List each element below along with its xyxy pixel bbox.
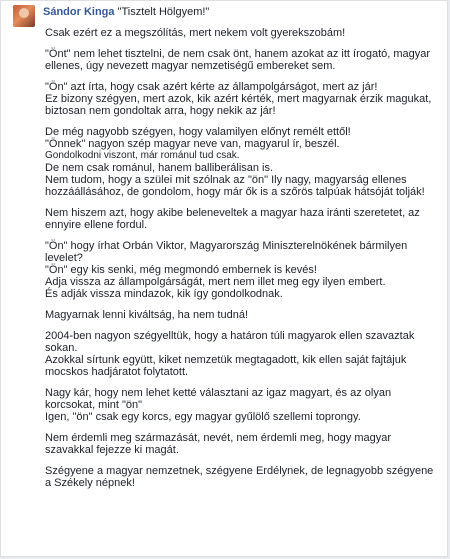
post-paragraph <box>45 309 437 321</box>
post-text-line: Igen, "ön" csak egy korcs, egy magyar gyűlölő szellemi toprongy. <box>45 411 361 423</box>
post-text-line: hozzáállásához, de gondolom, hogy már ők is a szőrös talpúak hátsóját tolják! <box>45 186 425 198</box>
author-name-link[interactable]: Sándor Kinga <box>43 6 115 18</box>
post-text-line: Nem tudom, hogy a szülei mit szólnak az "ön" Ily nagy, magyarság ellenes <box>45 174 407 186</box>
post-text-line: "Önnek" nagyon szép magyar neve van, magyarul ír, beszél. <box>45 138 340 150</box>
post-text-line: sokan. <box>45 342 78 354</box>
post-paragraph <box>45 126 437 198</box>
post-text-line: De nem csak románul, hanem balliberálisan is. <box>45 162 274 174</box>
post-text-line: 2004-ben nagyon szégyelltük, hogy a határon túli magyarok ellen szavaztak <box>45 330 415 342</box>
post-text-line: "Ön" azt írta, hogy csak azért kérte az állampolgárságot, mert az jár! <box>45 81 378 93</box>
post-text-line: Nem érdemli meg származását, nevét, nem érdemli meg, hogy magyar <box>45 432 392 444</box>
post-text-line: Csak ezért ez a megszólítás, mert nekem volt gyerekszobám! <box>45 27 346 39</box>
post-text-line: Adja vissza az állampolgárságát, mert nem illet meg egy ilyen embert. <box>45 276 386 288</box>
post-text-line: Nagy kár, hogy nem lehet ketté választani az igaz magyart, és az olyan <box>45 387 392 399</box>
post-text-line: Ez bizony szégyen, mert azok, kik azért kérték, mert magyarnak érzik magukat, <box>45 93 432 105</box>
post-text-line: a Székely népnek! <box>45 477 135 489</box>
post-text-line: Szégyene a magyar nemzetnek, szégyene Erdélynek, de legnagyobb szégyene <box>45 465 434 477</box>
author-line <box>43 5 209 19</box>
author-avatar[interactable] <box>13 5 35 27</box>
post-paragraph <box>45 465 437 489</box>
post-paragraph <box>45 27 437 39</box>
post-text-line: De még nagyobb szégyen, hogy valamilyen előnyt remélt ettől! <box>45 126 351 138</box>
post-text-line: korcsokat, mint "ön" <box>45 399 143 411</box>
post-text-line: "Ön" egy kis senki, még megmondó embernek is kevés! <box>45 264 317 276</box>
post-paragraph <box>45 240 437 300</box>
post-paragraph <box>45 387 437 423</box>
post-text-line: Gondolkodni viszont, már románul tud csak. <box>45 150 240 161</box>
post-text-line: "Önt" nem lehet tisztelni, de nem csak önt, hanem azokat az itt írogató, magyar <box>45 48 431 60</box>
post-header <box>13 5 209 29</box>
post-paragraph <box>45 48 437 72</box>
post-text-line: szavakkal fejezze ki magát. <box>45 444 179 456</box>
post-paragraph <box>45 81 437 117</box>
post-paragraph <box>45 330 437 378</box>
post-text-line: ennyire ellene fordul. <box>45 219 148 231</box>
post-text-line: mocskos hadjáratot folytatott. <box>45 366 189 378</box>
post-text-line: És adják vissza mindazok, kik így gondolkodnak. <box>45 288 283 300</box>
post-body <box>45 27 437 498</box>
post-text-line: Magyarnak lenni kiváltság, ha nem tudná! <box>45 309 249 321</box>
post-text-line: ellenes, úgy nevezett magyar nemzetiségű embereket sem. <box>45 60 336 72</box>
post-text-line: levelet? <box>45 252 83 264</box>
post-text-line: Azokkal sírtunk együtt, kiket nemzetük megtagadott, kik ellen saját fajtájuk <box>45 354 407 366</box>
post-paragraph <box>45 432 437 456</box>
post-text-line: "Ön" hogy írhat Orbán Viktor, Magyarország Miniszterelnökének bármilyen <box>45 240 408 252</box>
post-text-line: biztosan nem gondoltak arra, hogy nekik az jár! <box>45 105 276 117</box>
post-text-line: Nem hiszem azt, hogy akibe beleneveltek a magyar haza iránti szeretetet, az <box>45 207 420 219</box>
post-paragraph <box>45 207 437 231</box>
post-title: "Tisztelt Hölgyem!" <box>117 6 210 18</box>
